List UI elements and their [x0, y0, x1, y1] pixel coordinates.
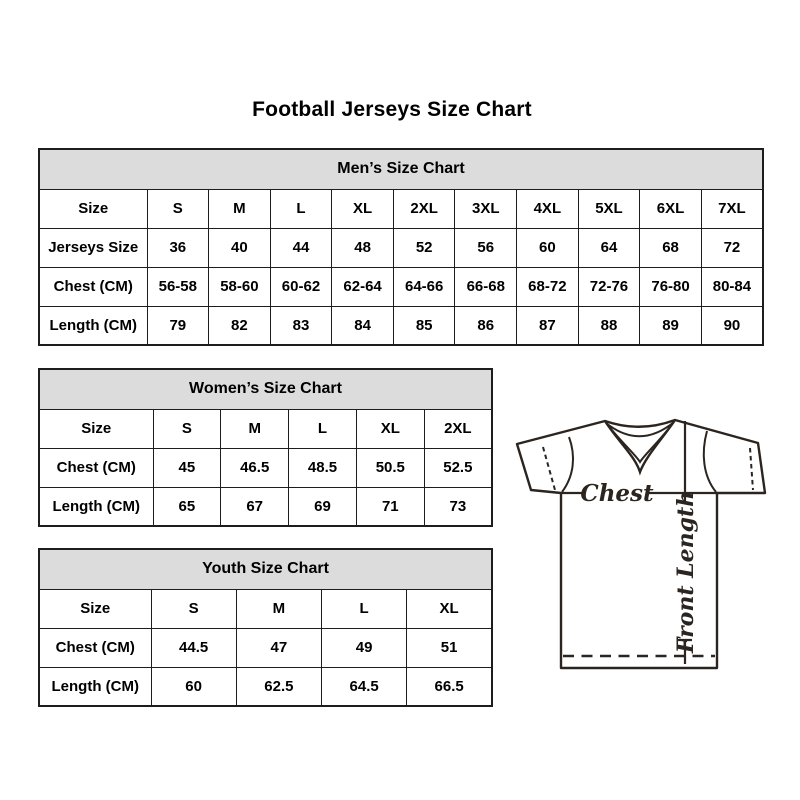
value-cell: 45 [153, 448, 221, 487]
value-cell: 85 [393, 306, 455, 345]
front-length-label: Front Length [673, 490, 699, 654]
value-cell: L [289, 409, 357, 448]
value-cell: 2XL [393, 189, 455, 228]
youth-table-title: Youth Size Chart [39, 549, 492, 589]
value-cell: 52 [393, 228, 455, 267]
value-cell: 48.5 [289, 448, 357, 487]
value-cell: M [236, 589, 321, 628]
value-cell: L [322, 589, 407, 628]
value-cell: S [151, 589, 236, 628]
mens-size-chart-table [38, 148, 764, 346]
value-cell: 62.5 [236, 667, 321, 706]
value-cell: 67 [221, 487, 289, 526]
value-cell: 7XL [701, 189, 763, 228]
value-cell: 49 [322, 628, 407, 667]
womens-table-title: Women’s Size Chart [39, 369, 492, 409]
value-cell: 50.5 [356, 448, 424, 487]
table-row [39, 228, 763, 267]
value-cell: 48 [332, 228, 394, 267]
value-cell: S [147, 189, 209, 228]
value-cell: 80-84 [701, 267, 763, 306]
value-cell: 66-68 [455, 267, 517, 306]
value-cell: 60 [151, 667, 236, 706]
value-cell: 56-58 [147, 267, 209, 306]
mens-table [38, 148, 764, 346]
value-cell: 72-76 [578, 267, 640, 306]
value-cell: 68-72 [517, 267, 579, 306]
value-cell: 2XL [424, 409, 492, 448]
value-cell: 90 [701, 306, 763, 345]
value-cell: 83 [270, 306, 332, 345]
table-title-row [39, 549, 492, 589]
value-cell: 76-80 [640, 267, 702, 306]
value-cell: 64 [578, 228, 640, 267]
womens-table [38, 368, 493, 527]
value-cell: 71 [356, 487, 424, 526]
value-cell: L [270, 189, 332, 228]
value-cell: 68 [640, 228, 702, 267]
value-cell: 86 [455, 306, 517, 345]
value-cell: 82 [209, 306, 271, 345]
value-cell: 40 [209, 228, 271, 267]
row-label-cell: Chest (CM) [39, 448, 153, 487]
value-cell: S [153, 409, 221, 448]
youth-table [38, 548, 493, 707]
value-cell: 44 [270, 228, 332, 267]
value-cell: 60-62 [270, 267, 332, 306]
table-row [39, 189, 763, 228]
table-row [39, 487, 492, 526]
value-cell: M [221, 409, 289, 448]
value-cell: 69 [289, 487, 357, 526]
chest-label: Chest [580, 480, 654, 507]
value-cell: 4XL [517, 189, 579, 228]
value-cell: 44.5 [151, 628, 236, 667]
value-cell: 5XL [578, 189, 640, 228]
mens-table-title: Men’s Size Chart [39, 149, 763, 189]
value-cell: 52.5 [424, 448, 492, 487]
row-label-cell: Chest (CM) [39, 267, 147, 306]
table-row [39, 589, 492, 628]
value-cell: XL [356, 409, 424, 448]
row-label-cell: Length (CM) [39, 667, 151, 706]
jersey-outline [517, 420, 765, 668]
value-cell: M [209, 189, 271, 228]
table-row [39, 448, 492, 487]
row-label-cell: Size [39, 589, 151, 628]
value-cell: 3XL [455, 189, 517, 228]
value-cell: XL [407, 589, 492, 628]
value-cell: 58-60 [209, 267, 271, 306]
table-row [39, 409, 492, 448]
table-row [39, 667, 492, 706]
value-cell: 6XL [640, 189, 702, 228]
value-cell: 46.5 [221, 448, 289, 487]
table-title-row [39, 149, 763, 189]
womens-size-chart-table [38, 368, 493, 527]
value-cell: 56 [455, 228, 517, 267]
row-label-cell: Size [39, 189, 147, 228]
table-row [39, 628, 492, 667]
value-cell: 65 [153, 487, 221, 526]
value-cell: 36 [147, 228, 209, 267]
page-title: Football Jerseys Size Chart [252, 98, 532, 121]
value-cell: 73 [424, 487, 492, 526]
value-cell: 84 [332, 306, 394, 345]
value-cell: 64-66 [393, 267, 455, 306]
value-cell: 47 [236, 628, 321, 667]
value-cell: 62-64 [332, 267, 394, 306]
row-label-cell: Jerseys Size [39, 228, 147, 267]
value-cell: 89 [640, 306, 702, 345]
value-cell: 88 [578, 306, 640, 345]
table-title-row [39, 369, 492, 409]
value-cell: 66.5 [407, 667, 492, 706]
table-row [39, 267, 763, 306]
row-label-cell: Chest (CM) [39, 628, 151, 667]
value-cell: XL [332, 189, 394, 228]
value-cell: 51 [407, 628, 492, 667]
value-cell: 87 [517, 306, 579, 345]
jersey-measurement-diagram [505, 398, 775, 685]
value-cell: 64.5 [322, 667, 407, 706]
table-row [39, 306, 763, 345]
value-cell: 79 [147, 306, 209, 345]
value-cell: 60 [517, 228, 579, 267]
row-label-cell: Length (CM) [39, 306, 147, 345]
youth-size-chart-table [38, 548, 493, 707]
value-cell: 72 [701, 228, 763, 267]
row-label-cell: Size [39, 409, 153, 448]
row-label-cell: Length (CM) [39, 487, 153, 526]
